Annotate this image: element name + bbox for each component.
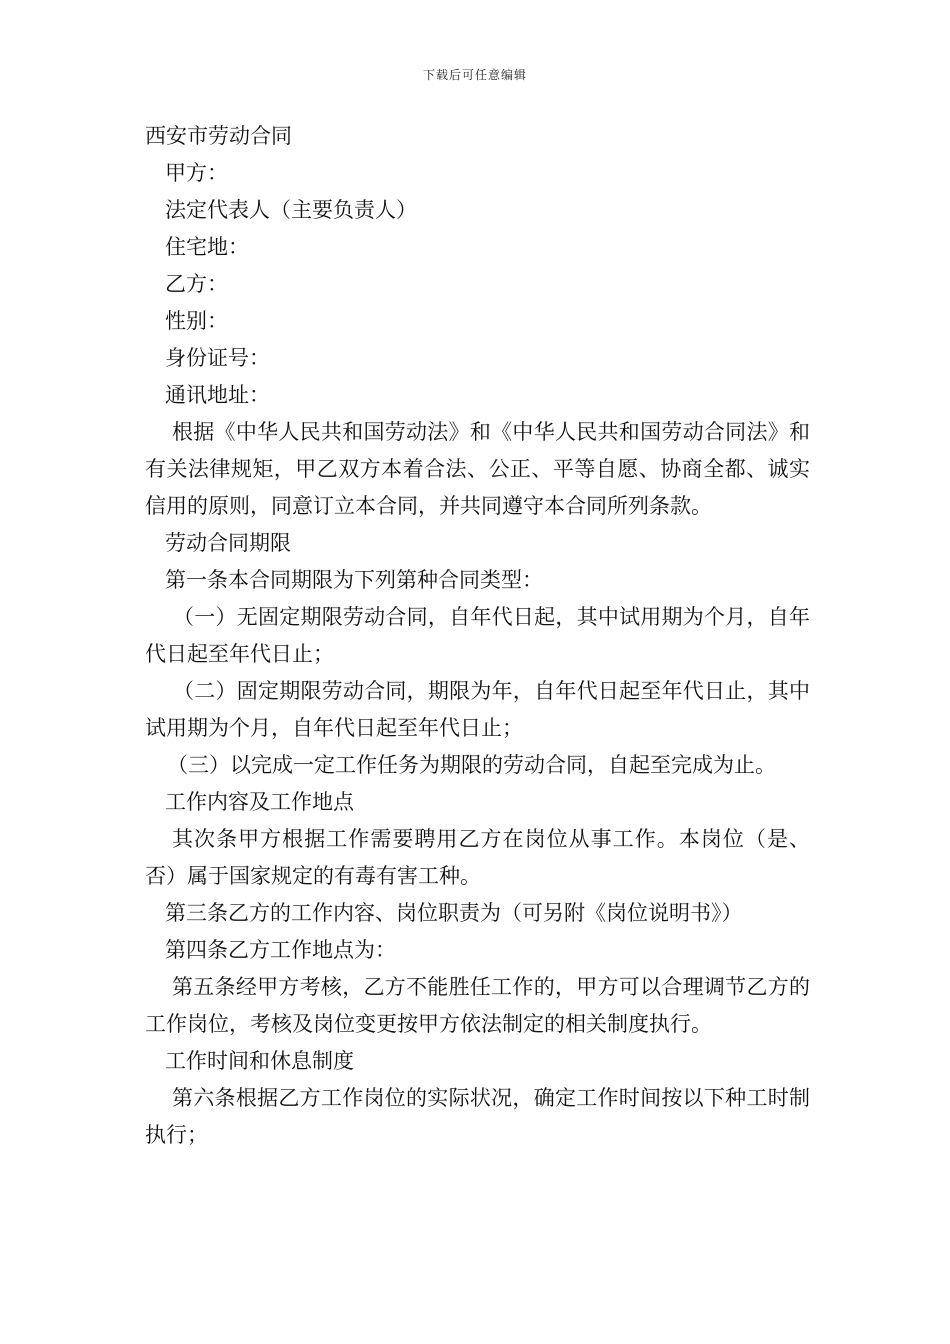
article-1-item-1: （一）无固定期限劳动合同，自年代日起，其中试用期为个月，自年代日起至年代日止； (145, 605, 810, 666)
article-6: 第六条根据乙方工作岗位的实际状况，确定工作时间按以下种工时制执行； (145, 1086, 810, 1147)
legal-representative-field: 法定代表人（主要负责人） (165, 198, 417, 222)
party-a-field: 甲方： (165, 161, 228, 185)
article-5: 第五条经甲方考核，乙方不能胜任工作的，甲方可以合理调节乙方的工作岗位，考核及岗位变更按甲方依法制定的相关制度执行。 (145, 975, 810, 1036)
gender-field: 性别： (165, 309, 228, 333)
address-field: 通讯地址： (165, 383, 270, 407)
term-section-heading: 劳动合同期限 (165, 531, 291, 555)
residence-field: 住宅地： (165, 235, 249, 259)
hours-section-heading: 工作时间和休息制度 (165, 1049, 354, 1073)
party-b-field: 乙方： (165, 272, 228, 296)
document-title: 西安市劳动合同 (145, 124, 292, 148)
article-1-item-3: （三）以完成一定工作任务为期限的劳动合同，自起至完成为止。 (167, 753, 776, 777)
preamble-paragraph: 根据《中华人民共和国劳动法》和《中华人民共和国劳动合同法》和有关法律规矩，甲乙双方本着合法、公正、平等自愿、协商全都、诚实信用的原则，同意订立本合同，并共同遵守本合同所列条款。 (145, 420, 810, 518)
article-1: 第一条本合同期限为下列第种合同类型： (165, 568, 543, 592)
contract-body (145, 118, 810, 1154)
header-note: 下载后可任意编辑 (422, 68, 527, 82)
article-4: 第四条乙方工作地点为： (165, 938, 396, 962)
id-number-field: 身份证号： (165, 346, 270, 370)
article-3: 第三条乙方的工作内容、岗位职责为（可另附《岗位说明书》） (165, 901, 743, 925)
article-1-item-2: （二）固定期限劳动合同，期限为年，自年代日起至年代日止，其中试用期为个月，自年代日起至年代日止； (145, 679, 810, 740)
work-section-heading: 工作内容及工作地点 (165, 790, 354, 814)
article-2: 其次条甲方根据工作需要聘用乙方在岗位从事工作。本岗位（是、否）属于国家规定的有毒有害工种。 (145, 827, 810, 888)
